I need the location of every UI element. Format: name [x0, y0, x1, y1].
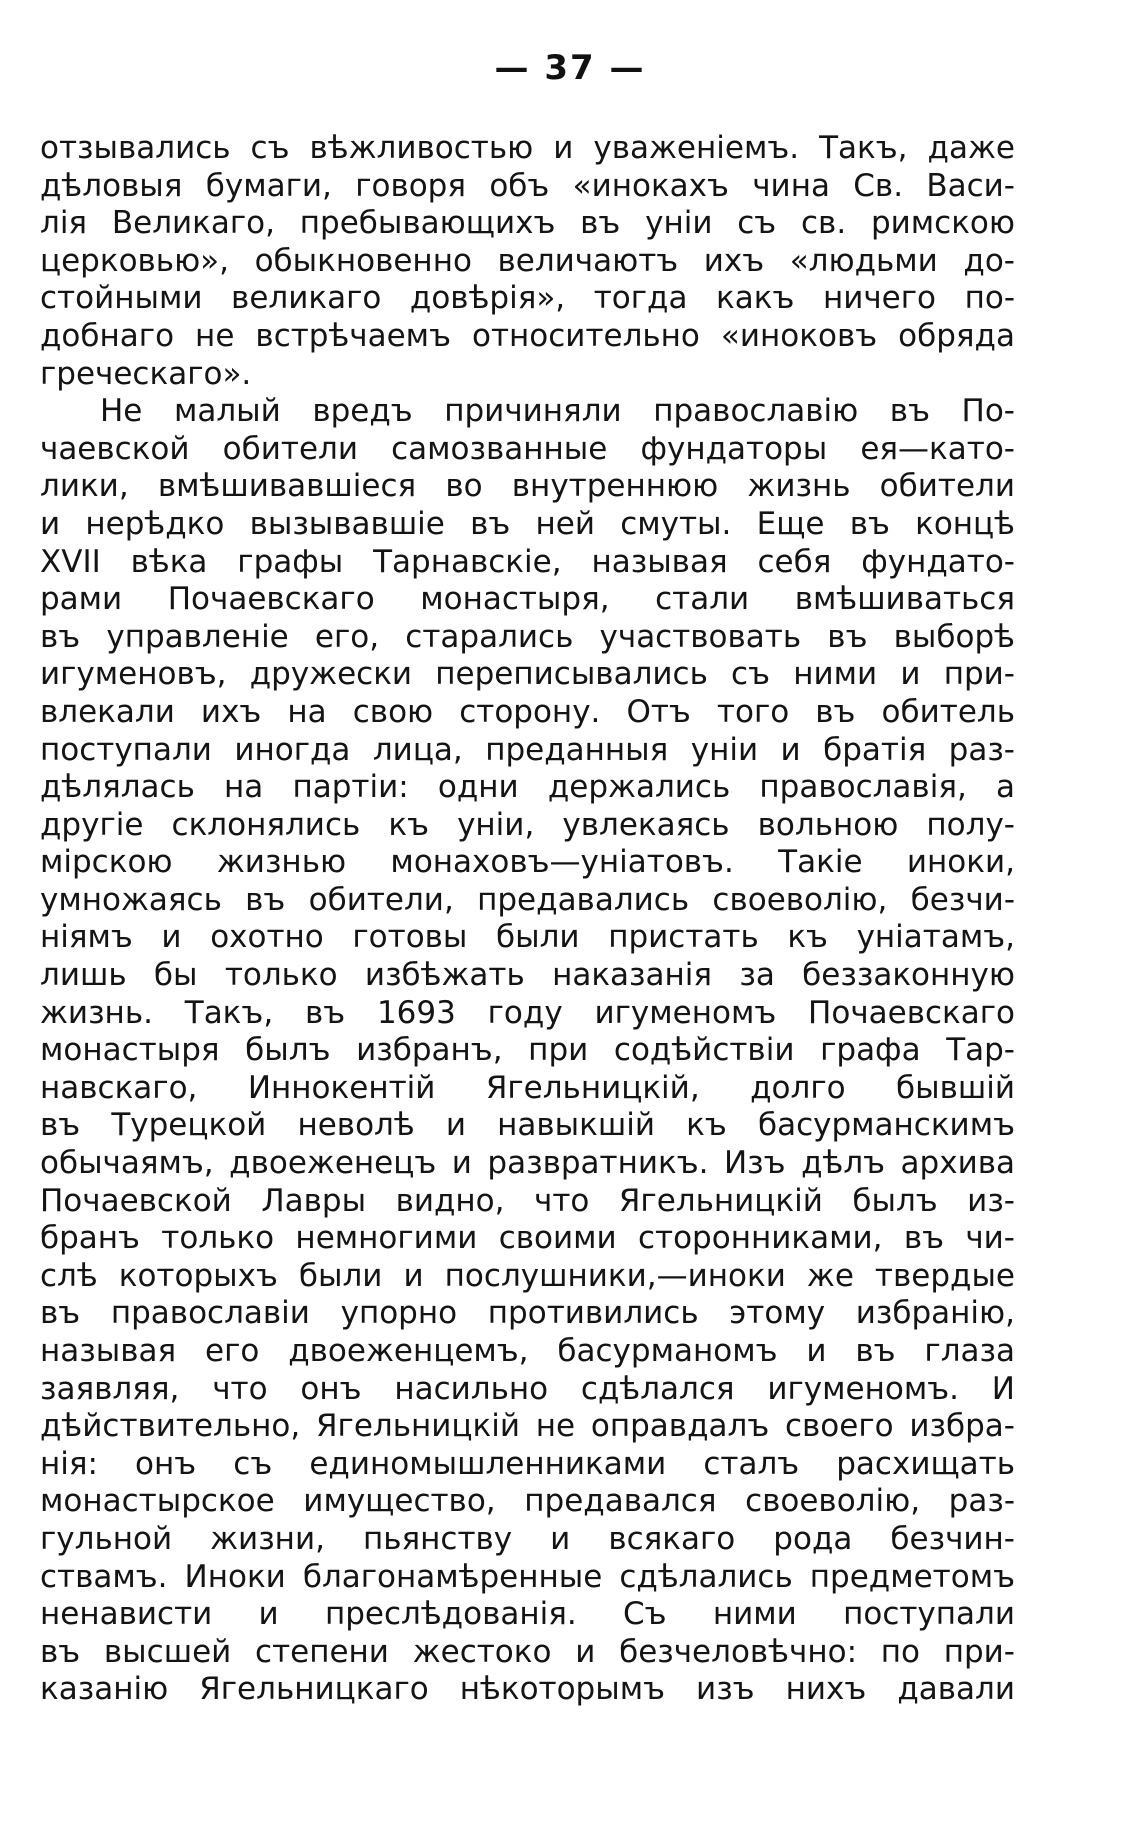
- text-line: добнаго не встрѣчаемъ относительно «иноковъ обряда: [40, 317, 1015, 354]
- text-line: отзывались съ вѣжливостью и уваженіемъ. Такъ, даже: [40, 130, 1015, 166]
- text-line: въ управленіе его, старались участвовать въ выборѣ: [40, 618, 1015, 655]
- text-line: ствамъ. Иноки благонамѣренные сдѣлались предметомъ: [40, 1558, 1015, 1595]
- text-line: монастыря былъ избранъ, при содѣйствіи графа Тар-: [40, 1032, 1015, 1069]
- text-line: и нерѣдко вызывавшіе въ ней смуты. Еще въ концѣ: [40, 505, 1015, 542]
- text-line: казанію Ягельницкаго нѣкоторымъ изъ нихъ давали: [40, 1671, 1015, 1708]
- body-text: [40, 130, 1015, 1709]
- text-line: Не малый вредъ причиняли православію въ По-: [100, 393, 1015, 430]
- text-line: церковью», обыкновенно величаютъ ихъ «людьми до-: [40, 242, 1015, 279]
- text-line: лія Великаго, пребывающихъ въ уніи съ св. римскою: [40, 205, 1015, 242]
- text-line: обычаямъ, двоеженецъ и развратникъ. Изъ дѣлъ архива: [40, 1145, 1015, 1182]
- text-line: чаевской обители самозванные фундаторы ея—като-: [40, 430, 1015, 467]
- text-line: Почаевской Лавры видно, что Ягельницкій былъ из-: [40, 1182, 1015, 1219]
- text-line: дѣйствительно, Ягельницкій не оправдалъ своего избра-: [40, 1408, 1015, 1445]
- text-line: лики, вмѣшивавшіеся во внутреннюю жизнь обители: [40, 468, 1015, 505]
- text-line: лишь бы только избѣжать наказанія за беззаконную: [40, 957, 1015, 994]
- text-line: въ православіи упорно противились этому избранію,: [40, 1295, 1015, 1332]
- text-line: греческаго».: [40, 355, 252, 392]
- text-line: заявляя, что онъ насильно сдѣлался игуменомъ. И: [40, 1370, 1015, 1407]
- text-line: нія: онъ съ единомышленниками сталъ расхищать: [40, 1445, 1015, 1482]
- text-line: бранъ только немногими своими сторонниками, въ чи-: [40, 1220, 1015, 1257]
- text-line: жизнь. Такъ, въ 1693 году игуменомъ Почаевскаго: [40, 994, 1015, 1031]
- text-line: рами Почаевскаго монастыря, стали вмѣшиваться: [40, 581, 1015, 618]
- text-line: умножаясь въ обители, предавались своеволію, безчи-: [40, 881, 1015, 918]
- text-line: въ Турецкой неволѣ и навыкшій къ басурманскимъ: [40, 1107, 1015, 1144]
- page-number: — 37 —: [494, 48, 646, 88]
- text-line: игуменовъ, дружески переписывались съ ними и при-: [40, 656, 1015, 693]
- text-line: называя его двоеженцемъ, басурманомъ и въ глаза: [40, 1333, 1015, 1369]
- text-line: дѣловыя бумаги, говоря объ «инокахъ чина Св. Васи-: [40, 167, 1015, 204]
- text-line: дѣлялась на партіи: одни держались православія, а: [40, 769, 1015, 806]
- text-line: въ высшей степени жестоко и безчеловѣчно: по при-: [40, 1633, 1015, 1670]
- text-line: слѣ которыхъ были и послушники,—иноки же твердые: [40, 1257, 1015, 1294]
- text-line: влекали ихъ на свою сторону. Отъ того въ обитель: [40, 693, 1015, 730]
- text-line: монастырское имущество, предавался своеволію, раз-: [40, 1483, 1015, 1520]
- text-line: XVII вѣка графы Тарнавскіе, называя себя фундато-: [40, 543, 1015, 580]
- text-line: ніямъ и охотно готовы были пристать къ уніатамъ,: [40, 919, 1015, 956]
- text-line: гульной жизни, пьянству и всякаго рода безчин-: [40, 1520, 1015, 1557]
- text-line: навскаго, Иннокентій Ягельницкій, долго бывшій: [40, 1069, 1015, 1106]
- text-line: мірскою жизнью монаховъ—уніатовъ. Такіе иноки,: [40, 844, 1015, 881]
- text-line: другіе склонялись къ уніи, увлекаясь вольною полу-: [40, 806, 1015, 843]
- text-line: ненависти и преслѣдованія. Съ ними поступали: [40, 1596, 1015, 1633]
- text-line: стойными великаго довѣрія», тогда какъ ничего по-: [40, 280, 1015, 317]
- text-line: поступали иногда лица, преданныя уніи и братія раз-: [40, 731, 1015, 768]
